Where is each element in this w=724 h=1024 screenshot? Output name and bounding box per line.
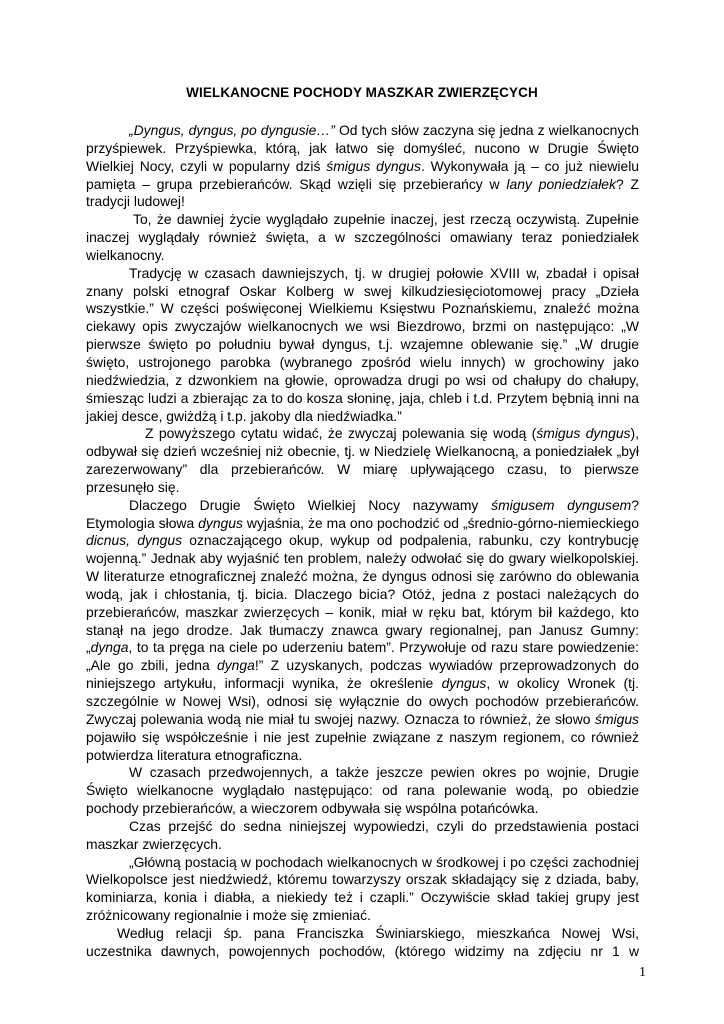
paragraph xyxy=(86,211,639,265)
italic-text: dynga xyxy=(90,639,129,656)
italic-text: śmigus dyngus xyxy=(536,425,631,442)
text-run: To, że dawniej życie wyglądało zupełnie inaczej, jest rzeczą oczywistą. Zupełnie inaczej wyglądały również święta, a w szczególności omawiany teraz poniedziałek wielkanocny. xyxy=(86,211,639,263)
text-run: ), odbywał się dzień wcześniej niż obecnie, tj. w Niedzielę Wielkanocną, a poniedziałek „był zarezerwowany” dla przebierańców. W miarę upływającego czasu, to pierwsze przesunęło się. xyxy=(86,425,639,495)
italic-text: „Dyngus, dyngus, po dyngusie…” xyxy=(129,122,335,138)
text-run: !” Z uzyskanych, podczas wywiadów przeprowadzonych do niniejszego artykułu, informacji wynika, że określenie xyxy=(86,657,639,692)
paragraph xyxy=(86,925,639,961)
text-run: Tradycję w czasach dawniejszych, tj. w drugiej połowie XVIII w, zbadał i opisał znany polski etnograf Oskar Kolberg w swej kilkudziesięciotomowej pracy „Dzieła wszystkie.” W części poświęconej Wielkiemu Księstwu Poznańskiemu, znaleźć można ciekawy opis zwyczajów wielkanocnych we wsi Biezdrowo, brzmi on następująco: „W pierwsze święto po południu bywał dyngus, t.j. wzajemne oblewanie się.” „W drugie święto, ustrojonego parobka (wybranego zpośród wielu innych) w grochowiny jako niedźwiedzia, z dzwonkiem na głowie, oprowadza drugi po wsi od chałupy do chałupy, śmiesząc ludzi a zbierając za to do kosza słoninę, jaja, chleb i t.d. Przytem bębnią inni na jakiej desce, gwiżdżą i t.p. jakoby dla niedźwiadka.” xyxy=(86,264,639,424)
italic-text: lany poniedziałek xyxy=(506,175,616,192)
italic-text: śmigusem dyngusem xyxy=(491,496,632,513)
paragraph xyxy=(86,265,639,426)
paragraph xyxy=(86,854,639,925)
text-run: ? Etymologia słowa xyxy=(86,496,639,531)
italic-text: dyngus xyxy=(441,675,487,692)
italic-text: śmigus dyngus xyxy=(326,157,421,174)
text-run: Dlaczego Drugie Święto Wielkiej Nocy nazywamy xyxy=(129,496,492,513)
text-run: W czasach przedwojennych, a także jeszcze pewien okres po wojnie, Drugie Święto wielkanocne wyglądało następująco: od rana polewanie wodą, po obiedzie pochody przebierańców, a wieczorem odbywała się wspólna potańcówka. xyxy=(86,764,639,817)
paragraph xyxy=(86,818,639,854)
italic-text: dyngus xyxy=(198,514,243,531)
text-run: pojawiło się współcześnie i nie jest zupełnie związane z naszym regionem, co również potwierdza literatura etnograficzna. xyxy=(86,728,639,763)
text-run: Według relacji śp. pana Franciszka Świniarskiego, mieszkańca Nowej Wsi, uczestnika dawnych, powojennych pochodów, (którego widzimy na zdjęciu nr 1 w xyxy=(86,924,639,959)
text-run: wyjaśnia, że ma ono pochodzić od „średnio-górno-niemieckiego xyxy=(242,514,639,531)
text-run: Czas przejść do sedna niniejszej wypowiedzi, czyli do przedstawienia postaci maszkar zwierzęcych. xyxy=(86,817,639,852)
text-run: oznaczającego okup, wykup od podpalenia, rabunku, czy kontrybucję wojenną.” Jednak aby wyjaśnić ten problem, należy odwołać się do gwary wielkopolskiej. W literaturze etnograficznej znaleźć można, że dyngus odnosi się zarówno do oblewania wodą, jak i chłostania, tj. bicia. Dlaczego bicia? Otóż, jedna z postaci należących do przebierańców, maszkar zwierzęcych – konik, miał w ręku bat, którym bił każdego, kto stanął na jego drodze. Jak tłumaczy znawca gwary regionalnej, pan Janusz Gumny: „ xyxy=(86,532,640,656)
text-run: . Wykonywała ją – co już niewielu pamięta – grupa przebierańców. Skąd wzięli się przebierańcy w xyxy=(86,157,640,192)
text-run: , to ta pręga na ciele po uderzeniu batem”. Przywołuje od razu stare powiedzenie: „Ale go zbili, jedna xyxy=(86,639,639,674)
paragraph xyxy=(86,122,639,211)
text-run: Z powyższego cytatu widać, że zwyczaj polewania się wodą ( xyxy=(145,425,537,442)
text-run: Od tych słów zaczyna się jedna z wielkanocnych przyśpiewek. Przyśpiewka, którą, jak łatwo się domyśleć, nucono w Drugie Święto Wielkiej Nocy, czyli w popularny dziś xyxy=(86,122,639,174)
italic-text: śmigus xyxy=(595,710,639,727)
italic-text: dicnus, dyngus xyxy=(86,532,183,549)
document-body xyxy=(86,122,639,961)
italic-text: dynga xyxy=(217,657,255,674)
text-run: „Główną postacią w pochodach wielkanocnych w środkowej i po części zachodniej Wielkopolsce jest niedźwiedź, któremu towarzyszy orszak składający się z dziada, baby, kominiarza, konia i diabła, a niekiedy też i czapli.” Oczywiście skład takiej grupy jest zróżnicowany regionalnie i może się zmieniać. xyxy=(86,853,639,924)
page-number: 1 xyxy=(639,965,646,980)
document-title: WIELKANOCNE POCHODY MASZKAR ZWIERZĘCYCH xyxy=(186,85,538,100)
paragraph xyxy=(86,425,639,496)
paragraph xyxy=(86,497,639,765)
paragraph xyxy=(86,764,639,818)
text-run: ? Z tradycji ludowej! xyxy=(86,175,639,210)
text-run: , w okolicy Wronek (tj. szczególnie w Nowej Wsi), odnosi się wyłącznie do owych pochodów przebierańców. Zwyczaj polewania wodą nie miał tu swojej nazwy. Oznacza to również, że słowo xyxy=(86,675,639,727)
